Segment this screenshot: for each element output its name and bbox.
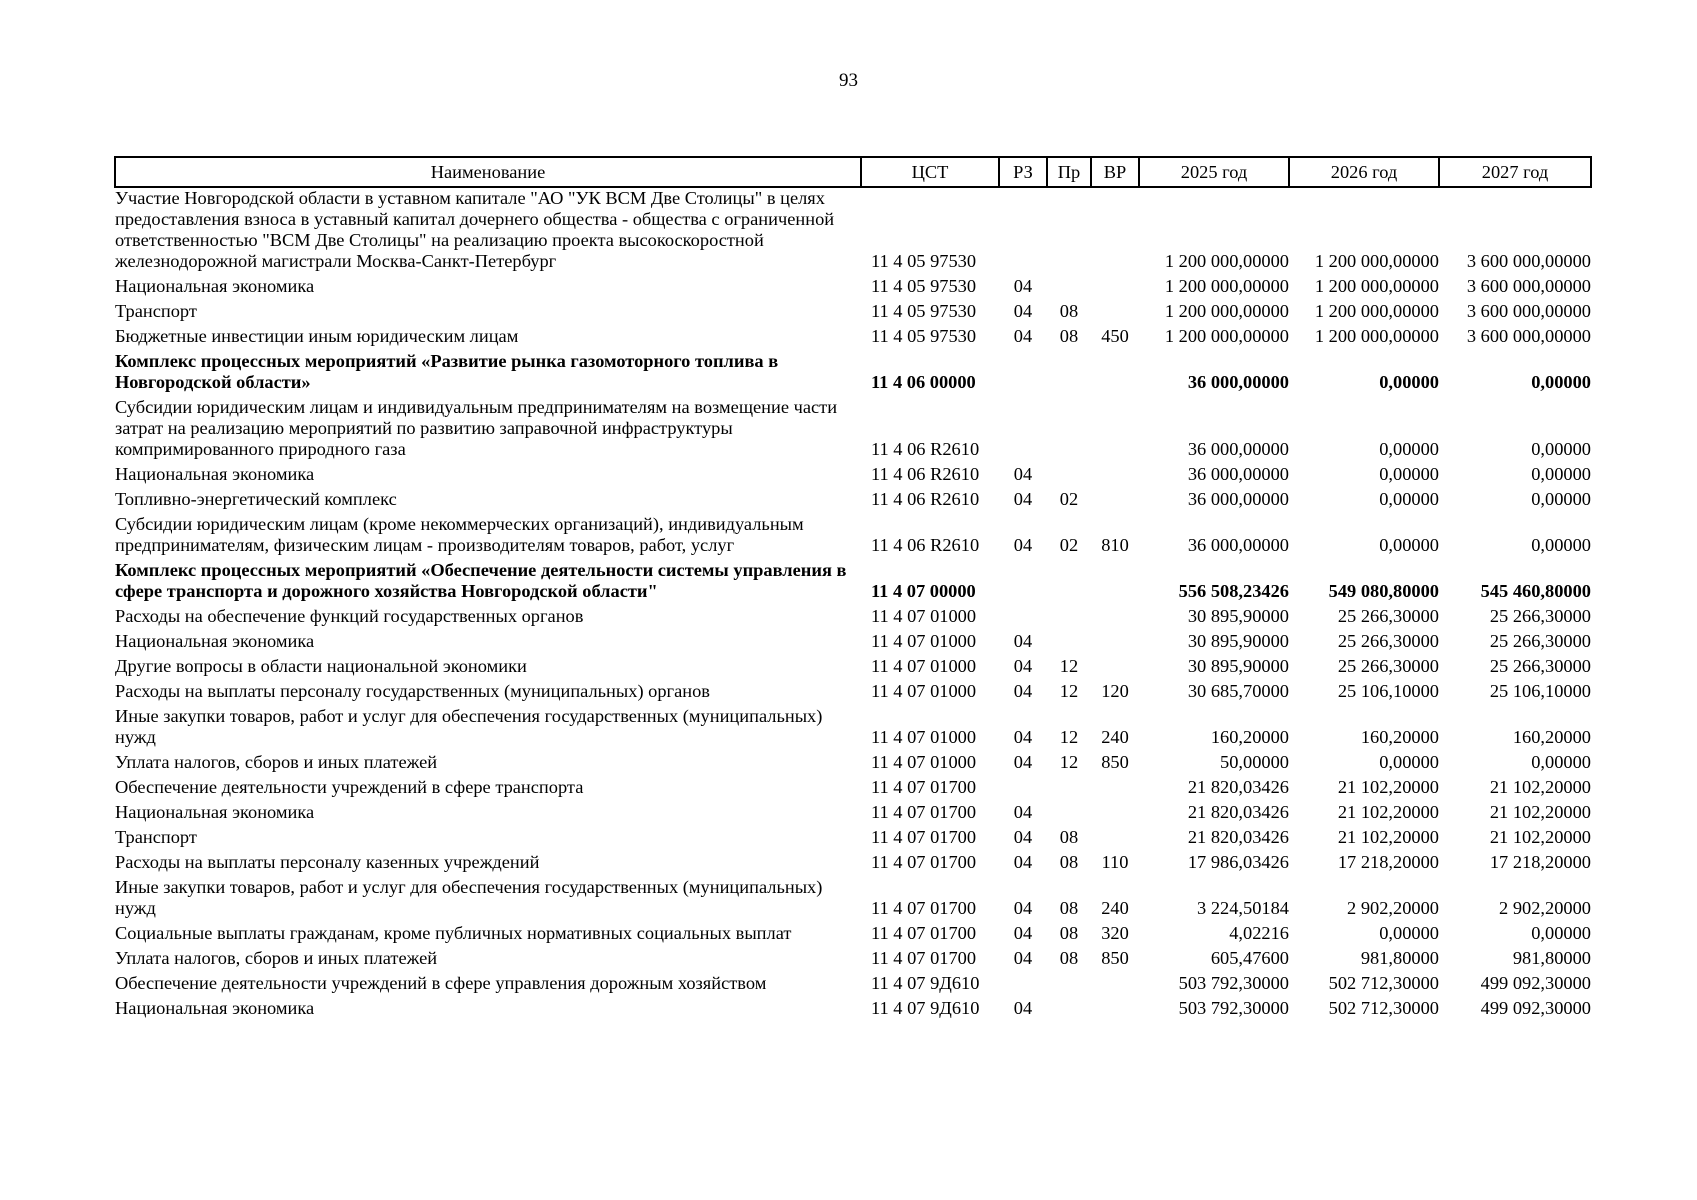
cell-rz (999, 777, 1047, 802)
cell-rz (999, 973, 1047, 998)
cell-2026: 0,00000 (1379, 439, 1439, 459)
cell-2027: 0,00000 (1531, 439, 1591, 459)
cell-cst: 11 4 07 01700 (871, 777, 977, 797)
cell-2025: 21 820,03426 (1187, 802, 1289, 822)
table-row (115, 326, 1591, 351)
cell-cst: 11 4 07 00000 (871, 581, 976, 601)
cell-cst: 11 4 07 01000 (871, 606, 977, 626)
cell-rz: 04 (1013, 631, 1033, 651)
cell-pr: 12 (1059, 656, 1079, 676)
table-header (115, 157, 1591, 187)
cell-2026: 21 102,20000 (1337, 802, 1439, 822)
cell-2027: 0,00000 (1531, 464, 1591, 484)
table-row (115, 706, 1591, 752)
cell-cst: 11 4 06 R2610 (871, 464, 980, 484)
cell-2027: 0,00000 (1531, 489, 1591, 509)
cell-rz: 04 (1013, 998, 1033, 1018)
cell-pr (1047, 187, 1091, 276)
table-row (115, 777, 1591, 802)
cell-name: Уплата налогов, сборов и иных платежей (115, 948, 438, 968)
cell-2025: 30 895,90000 (1187, 606, 1289, 626)
cell-pr (1047, 631, 1091, 656)
cell-vr (1091, 351, 1139, 397)
cell-vr: 320 (1101, 923, 1129, 943)
cell-vr (1091, 187, 1139, 276)
cell-name: Комплекс процессных мероприятий «Обеспечение деятельности системы управления в сфере транспорта и дорожного хозяйства Новгородской области" (115, 560, 847, 601)
cell-rz: 04 (1013, 752, 1033, 772)
cell-2026: 0,00000 (1379, 752, 1439, 772)
cell-2027: 499 092,30000 (1480, 998, 1591, 1018)
cell-2025: 605,47600 (1210, 948, 1289, 968)
page-number: 93 (839, 70, 858, 91)
cell-cst: 11 4 07 01700 (871, 827, 977, 847)
cell-2025: 36 000,00000 (1187, 535, 1289, 555)
cell-name: Другие вопросы в области национальной экономики (115, 656, 527, 676)
cell-cst: 11 4 07 01000 (871, 727, 977, 747)
cell-rz (999, 560, 1047, 606)
table-row (115, 464, 1591, 489)
cell-cst: 11 4 07 01000 (871, 631, 977, 651)
cell-2026: 25 266,30000 (1337, 606, 1439, 626)
cell-2027: 981,80000 (1512, 948, 1591, 968)
cell-cst: 11 4 07 01700 (871, 923, 977, 943)
cell-rz: 04 (1013, 276, 1033, 296)
table-row (115, 656, 1591, 681)
cell-cst: 11 4 06 R2610 (871, 535, 980, 555)
cell-2025: 1 200 000,00000 (1164, 251, 1289, 271)
table-row (115, 351, 1591, 397)
cell-vr (1091, 560, 1139, 606)
cell-pr: 08 (1059, 326, 1079, 346)
table-row (115, 560, 1591, 606)
cell-vr: 110 (1101, 852, 1129, 872)
cell-pr: 12 (1059, 681, 1079, 701)
cell-2026: 2 902,20000 (1347, 898, 1439, 918)
cell-vr: 120 (1101, 681, 1129, 701)
cell-rz: 04 (1013, 852, 1033, 872)
cell-2027: 25 106,10000 (1489, 681, 1591, 701)
cell-name: Субсидии юридическим лицам и индивидуальным предпринимателям на возмещение части затрат на реализацию мероприятий по развитию заправочной инфраструктуры компримированного природного газа (115, 397, 838, 459)
cell-name: Топливно-энергетический комплекс (115, 489, 397, 509)
header-row (115, 157, 1591, 187)
cell-2026: 1 200 000,00000 (1314, 276, 1439, 296)
table-row (115, 681, 1591, 706)
cell-2025: 36 000,00000 (1187, 372, 1289, 392)
cell-pr (1047, 351, 1091, 397)
cell-2026: 1 200 000,00000 (1314, 301, 1439, 321)
cell-vr: 240 (1101, 898, 1129, 918)
cell-pr: 12 (1059, 752, 1079, 772)
cell-vr (1091, 397, 1139, 464)
cell-vr (1091, 631, 1139, 656)
header-2027: 2027 год (1439, 157, 1591, 187)
cell-2025: 21 820,03426 (1187, 827, 1289, 847)
cell-2027: 0,00000 (1531, 372, 1591, 392)
cell-2027: 3 600 000,00000 (1466, 326, 1591, 346)
cell-rz: 04 (1013, 489, 1033, 509)
cell-vr (1091, 276, 1139, 301)
cell-vr (1091, 777, 1139, 802)
cell-vr (1091, 973, 1139, 998)
cell-name: Обеспечение деятельности учреждений в сфере управления дорожным хозяйством (115, 973, 767, 993)
cell-cst: 11 4 07 01000 (871, 681, 977, 701)
cell-name: Участие Новгородской области в уставном капитале "АО "УК ВСМ Две Столицы" в целях предоставления взноса в уставный капитал дочернего общества - общества с ограниченной ответственностью "ВСМ Две Столицы" на реализацию проекта высокоскоростной железнодорожной магистрали Москва-Санкт-Петербург (115, 188, 835, 271)
cell-cst: 11 4 06 R2610 (871, 439, 980, 459)
table-row (115, 397, 1591, 464)
cell-2027: 25 266,30000 (1489, 631, 1591, 651)
cell-2025: 50,00000 (1220, 752, 1289, 772)
cell-rz (999, 351, 1047, 397)
cell-name: Национальная экономика (115, 464, 315, 484)
table-row (115, 998, 1591, 1023)
cell-2027: 0,00000 (1531, 535, 1591, 555)
cell-pr (1047, 397, 1091, 464)
cell-name: Расходы на выплаты персоналу казенных учреждений (115, 852, 540, 872)
cell-pr (1047, 560, 1091, 606)
cell-name: Транспорт (115, 827, 197, 847)
cell-2026: 0,00000 (1379, 489, 1439, 509)
cell-vr (1091, 656, 1139, 681)
cell-2025: 36 000,00000 (1187, 439, 1289, 459)
cell-name: Уплата налогов, сборов и иных платежей (115, 752, 438, 772)
cell-rz: 04 (1013, 326, 1033, 346)
cell-pr (1047, 973, 1091, 998)
cell-2027: 0,00000 (1531, 923, 1591, 943)
cell-2027: 160,20000 (1512, 727, 1591, 747)
cell-cst: 11 4 05 97530 (871, 301, 977, 321)
cell-2025: 3 224,50184 (1197, 898, 1289, 918)
cell-2026: 25 106,10000 (1337, 681, 1439, 701)
cell-2026: 21 102,20000 (1337, 827, 1439, 847)
cell-name: Транспорт (115, 301, 197, 321)
cell-rz: 04 (1013, 535, 1033, 555)
cell-2025: 556 508,23426 (1178, 581, 1289, 601)
cell-pr (1047, 777, 1091, 802)
cell-rz: 04 (1013, 681, 1033, 701)
cell-2027: 21 102,20000 (1489, 777, 1591, 797)
cell-2027: 3 600 000,00000 (1466, 251, 1591, 271)
cell-2025: 1 200 000,00000 (1164, 276, 1289, 296)
cell-2025: 503 792,30000 (1178, 973, 1289, 993)
header-2025: 2025 год (1139, 157, 1289, 187)
cell-2027: 21 102,20000 (1489, 802, 1591, 822)
table-row (115, 514, 1591, 560)
cell-2026: 0,00000 (1379, 464, 1439, 484)
cell-2025: 21 820,03426 (1187, 777, 1289, 797)
cell-cst: 11 4 06 R2610 (871, 489, 980, 509)
table-row (115, 489, 1591, 514)
cell-vr: 240 (1101, 727, 1129, 747)
cell-vr (1091, 464, 1139, 489)
cell-name: Комплекс процессных мероприятий «Развитие рынка газомоторного топлива в Новгородской области» (115, 351, 779, 392)
cell-name: Национальная экономика (115, 802, 315, 822)
cell-2026: 160,20000 (1360, 727, 1439, 747)
table-row (115, 877, 1591, 923)
header-vr: ВР (1091, 157, 1139, 187)
cell-pr (1047, 802, 1091, 827)
cell-2026: 21 102,20000 (1337, 777, 1439, 797)
cell-2027: 25 266,30000 (1489, 656, 1591, 676)
cell-cst: 11 4 07 9Д610 (871, 998, 980, 1018)
cell-2025: 30 895,90000 (1187, 631, 1289, 651)
cell-2025: 30 685,70000 (1187, 681, 1289, 701)
cell-2026: 17 218,20000 (1337, 852, 1439, 872)
header-pr: Пр (1047, 157, 1091, 187)
table-row (115, 923, 1591, 948)
cell-pr: 08 (1059, 301, 1079, 321)
cell-pr (1047, 464, 1091, 489)
cell-cst: 11 4 07 01700 (871, 802, 977, 822)
cell-pr: 08 (1059, 923, 1079, 943)
budget-table (114, 156, 1592, 1023)
header-rz: РЗ (999, 157, 1047, 187)
cell-name: Расходы на обеспечение функций государственных органов (115, 606, 584, 626)
cell-pr (1047, 276, 1091, 301)
table-row (115, 606, 1591, 631)
cell-rz: 04 (1013, 923, 1033, 943)
cell-rz: 04 (1013, 656, 1033, 676)
cell-2025: 1 200 000,00000 (1164, 301, 1289, 321)
cell-2025: 503 792,30000 (1178, 998, 1289, 1018)
cell-name: Расходы на выплаты персоналу государственных (муниципальных) органов (115, 681, 710, 701)
cell-name: Обеспечение деятельности учреждений в сфере транспорта (115, 777, 584, 797)
cell-rz: 04 (1013, 948, 1033, 968)
cell-2026: 1 200 000,00000 (1314, 326, 1439, 346)
cell-2026: 549 080,80000 (1328, 581, 1439, 601)
cell-vr (1091, 301, 1139, 326)
cell-vr: 850 (1101, 752, 1129, 772)
cell-pr (1047, 998, 1091, 1023)
cell-name: Национальная экономика (115, 998, 315, 1018)
cell-cst: 11 4 05 97530 (871, 251, 977, 271)
cell-rz (999, 187, 1047, 276)
cell-vr (1091, 489, 1139, 514)
table-body (115, 187, 1591, 1023)
cell-2027: 25 266,30000 (1489, 606, 1591, 626)
cell-2025: 36 000,00000 (1187, 489, 1289, 509)
cell-rz: 04 (1013, 464, 1033, 484)
cell-2026: 502 712,30000 (1328, 973, 1439, 993)
cell-cst: 11 4 07 01700 (871, 948, 977, 968)
cell-2025: 36 000,00000 (1187, 464, 1289, 484)
cell-cst: 11 4 06 00000 (871, 372, 976, 392)
cell-2027: 3 600 000,00000 (1466, 276, 1591, 296)
cell-cst: 11 4 05 97530 (871, 326, 977, 346)
table-row (115, 827, 1591, 852)
cell-vr: 450 (1101, 326, 1129, 346)
table-row (115, 187, 1591, 276)
cell-rz: 04 (1013, 727, 1033, 747)
cell-2027: 545 460,80000 (1480, 581, 1591, 601)
cell-2026: 502 712,30000 (1328, 998, 1439, 1018)
cell-rz: 04 (1013, 898, 1033, 918)
cell-2027: 0,00000 (1531, 752, 1591, 772)
cell-cst: 11 4 05 97530 (871, 276, 977, 296)
table-row (115, 301, 1591, 326)
cell-2027: 3 600 000,00000 (1466, 301, 1591, 321)
cell-pr: 02 (1059, 535, 1079, 555)
cell-cst: 11 4 07 01700 (871, 898, 977, 918)
cell-cst: 11 4 07 01000 (871, 752, 977, 772)
cell-2027: 499 092,30000 (1480, 973, 1591, 993)
cell-2026: 0,00000 (1379, 535, 1439, 555)
table-row (115, 948, 1591, 973)
cell-pr (1047, 606, 1091, 631)
cell-2026: 1 200 000,00000 (1314, 251, 1439, 271)
cell-2026: 981,80000 (1360, 948, 1439, 968)
cell-pr: 02 (1059, 489, 1079, 509)
header-name: Наименование (115, 157, 861, 187)
table-row (115, 852, 1591, 877)
cell-vr (1091, 802, 1139, 827)
cell-pr: 08 (1059, 827, 1079, 847)
table-row (115, 276, 1591, 301)
table-row (115, 752, 1591, 777)
header-cst: ЦСТ (861, 157, 999, 187)
cell-rz (999, 606, 1047, 631)
table-row (115, 802, 1591, 827)
cell-pr: 08 (1059, 948, 1079, 968)
cell-rz (999, 397, 1047, 464)
cell-name: Национальная экономика (115, 276, 315, 296)
cell-name: Национальная экономика (115, 631, 315, 651)
cell-2027: 2 902,20000 (1499, 898, 1591, 918)
cell-vr (1091, 606, 1139, 631)
cell-vr: 850 (1101, 948, 1129, 968)
cell-rz: 04 (1013, 301, 1033, 321)
cell-name: Иные закупки товаров, работ и услуг для обеспечения государственных (муниципальных) нужд (115, 877, 823, 918)
cell-2026: 25 266,30000 (1337, 656, 1439, 676)
cell-cst: 11 4 07 9Д610 (871, 973, 980, 993)
cell-rz: 04 (1013, 827, 1033, 847)
cell-name: Субсидии юридическим лицам (кроме некоммерческих организаций), индивидуальным предпринимателям, физическим лицам - производителям товаров, работ, услуг (115, 514, 804, 555)
cell-2025: 1 200 000,00000 (1164, 326, 1289, 346)
cell-pr: 12 (1059, 727, 1079, 747)
cell-vr: 810 (1101, 535, 1129, 555)
cell-2026: 25 266,30000 (1337, 631, 1439, 651)
cell-2027: 17 218,20000 (1489, 852, 1591, 872)
cell-rz: 04 (1013, 802, 1033, 822)
cell-2026: 0,00000 (1379, 372, 1439, 392)
cell-pr: 08 (1059, 852, 1079, 872)
cell-2026: 0,00000 (1379, 923, 1439, 943)
cell-name: Социальные выплаты гражданам, кроме публичных нормативных социальных выплат (115, 923, 792, 943)
cell-2025: 4,02216 (1229, 923, 1289, 943)
cell-pr: 08 (1059, 898, 1079, 918)
table-row (115, 973, 1591, 998)
cell-name: Бюджетные инвестиции иным юридическим лицам (115, 326, 519, 346)
cell-2025: 30 895,90000 (1187, 656, 1289, 676)
cell-2027: 21 102,20000 (1489, 827, 1591, 847)
cell-2025: 160,20000 (1210, 727, 1289, 747)
cell-vr (1091, 827, 1139, 852)
cell-cst: 11 4 07 01000 (871, 656, 977, 676)
table-row (115, 631, 1591, 656)
header-2026: 2026 год (1289, 157, 1439, 187)
cell-2025: 17 986,03426 (1187, 852, 1289, 872)
cell-name: Иные закупки товаров, работ и услуг для обеспечения государственных (муниципальных) нужд (115, 706, 823, 747)
cell-cst: 11 4 07 01700 (871, 852, 977, 872)
cell-vr (1091, 998, 1139, 1023)
